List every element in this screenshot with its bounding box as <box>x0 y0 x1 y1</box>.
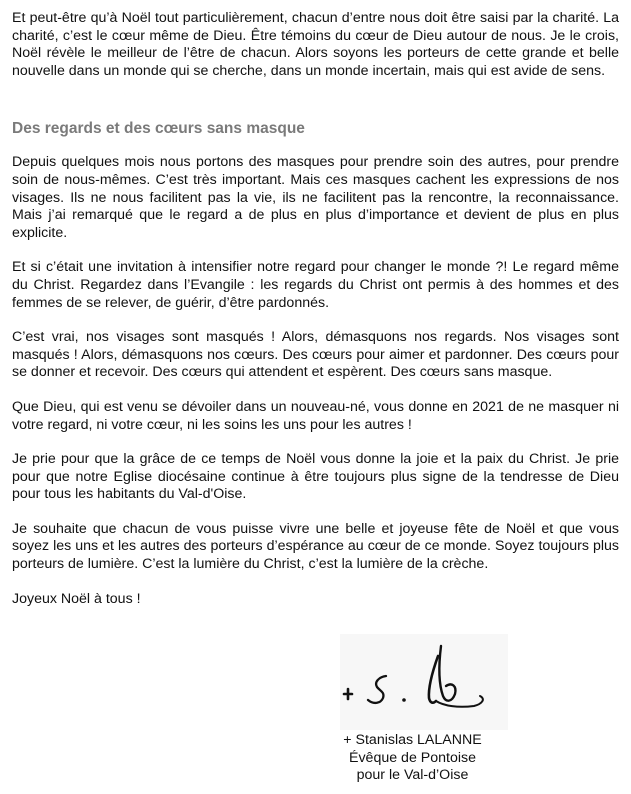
signatory-name: + Stanislas LALANNE <box>343 732 482 748</box>
letter-body <box>12 10 619 608</box>
signatory-diocese: pour le Val-d’Oise <box>356 767 469 784</box>
paragraph-charity: Et peut-être qu’à Noël tout particulièrement, chacun d’entre nous doit être saisi par la charité. La charité, c’est le cœur même de Dieu. Être témoins du cœur de Dieu autour de nous. Je le crois, Noël révèle le meilleur de l’être de chacun. Alors soyons les porteurs de cette grande et belle nouvelle dans un monde qui se cherche, dans un monde incertain, mais qui est avide de sens. <box>12 10 619 79</box>
signature-caption <box>330 732 495 785</box>
signature-image <box>340 634 508 730</box>
section-heading: Des regards et des cœurs sans masque <box>12 120 305 138</box>
handwritten-signature <box>340 634 508 730</box>
paragraph-wish-2021: Que Dieu, qui est venu se dévoiler dans un nouveau-né, vous donne en 2021 de ne masquer ni votre regard, ni votre cœur, ni les soins les uns pour les autres ! <box>12 398 619 433</box>
paragraph-christmas-wish: Je souhaite que chacun de vous puisse vivre une belle et joyeuse fête de Noël et que vous soyez les uns et les autres des porteurs d’espérance au cœur de ce monde. Soyez toujours plus porteurs de lumière. C’est la lumière du Christ, c’est la lumière de la crèche. <box>12 520 619 573</box>
paragraph-unmask: C’est vrai, nos visages sont masqués ! Alors, démasquons nos regards. Nos visages sont masqués ! Alors, démasquons nos cœurs. Des cœurs pour aimer et pardonner. Des cœurs pour se donner et recevoir. Des cœurs qui attendent et espèrent. Des cœurs sans masque. <box>12 329 619 381</box>
paragraph-gaze: Et si c’était une invitation à intensifier notre regard pour changer le monde ?! Le regard même du Christ. Regardez dans l’Evangile : les regards du Christ ont permis à des hommes et des femmes de se relever, de guérir, d’être pardonnés. <box>12 259 619 311</box>
greeting-closing: Joyeux Noël à tous ! <box>12 590 141 607</box>
paragraph-prayer: Je prie pour que la grâce de ce temps de Noël vous donne la joie et la paix du Christ. Je prie pour que notre Eglise diocésaine continue à être toujours plus signe de la tendresse de Dieu pour tous les habitants du Val-d'Oise. <box>12 451 619 503</box>
signatory-title: Évêque de Pontoise <box>349 749 476 766</box>
paragraph-masks: Depuis quelques mois nous portons des masques pour prendre soin des autres, pour prendre soin de nous-mêmes. C’est très important. Mais ces masques cachent les expressions de nos visages. Ils ne nous facilitent pas la vie, ils ne facilitent pas la rencontre, la reconnaissance. Mais j’ai remarqué que le regard a de plus en plus d’importance et devient de plus en plus explicite. <box>12 154 619 241</box>
